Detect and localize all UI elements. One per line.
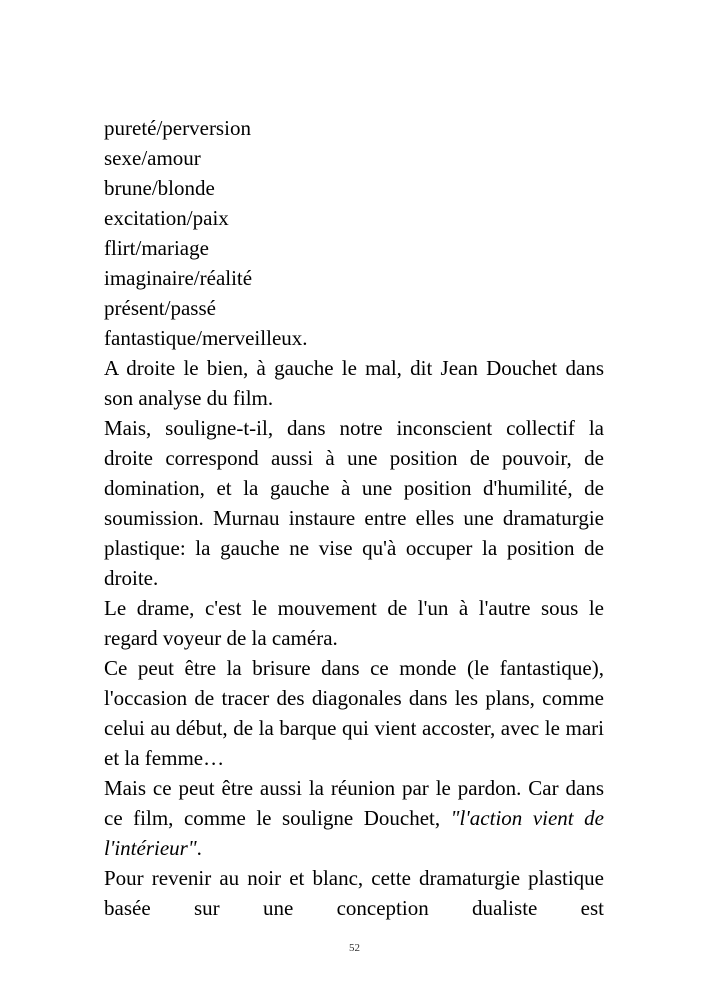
paragraph: Pour revenir au noir et blanc, cette dramaturgie plastique basée sur une conception dualiste est (104, 866, 604, 920)
paragraph: A droite le bien, à gauche le mal, dit Jean Douchet dans son analyse du film. (104, 356, 604, 410)
list-item: imaginaire/réalité (104, 266, 253, 290)
list-item: présent/passé (104, 296, 216, 320)
paragraph-text: . (196, 836, 202, 860)
quote: "l'action vient de l'intérieur" (104, 806, 604, 860)
list-item: sexe/amour (104, 146, 201, 170)
list-item: pureté/perversion (104, 116, 251, 140)
list-item: brune/blonde (104, 176, 215, 200)
paragraph: Ce peut être la brisure dans ce monde (le fantastique), l'occasion de tracer des diagonales dans les plans, comme celui au début, de la barque qui vient accoster, avec le mari et la femme… (104, 656, 604, 770)
list-item: excitation/paix (104, 206, 229, 230)
paragraph-text: Mais ce peut être aussi la réunion par le pardon. Car dans ce film, comme le souligne Douchet, (104, 776, 604, 830)
list-item: fantastique/merveilleux. (104, 326, 308, 350)
page-body (104, 113, 604, 923)
list-item: flirt/mariage (104, 236, 209, 260)
page-number: 52 (349, 942, 360, 954)
paragraph: Mais, souligne-t-il, dans notre inconscient collectif la droite correspond aussi à une position de pouvoir, de domination, et la gauche à une position d'humilité, de soumission. Murnau instaure entre elles une dramaturgie plastique: la gauche ne vise qu'à occuper la position de droite. (104, 416, 604, 590)
paragraph (104, 773, 604, 863)
paragraph: Le drame, c'est le mouvement de l'un à l'autre sous le regard voyeur de la caméra. (104, 596, 604, 650)
opposition-list (104, 113, 604, 353)
